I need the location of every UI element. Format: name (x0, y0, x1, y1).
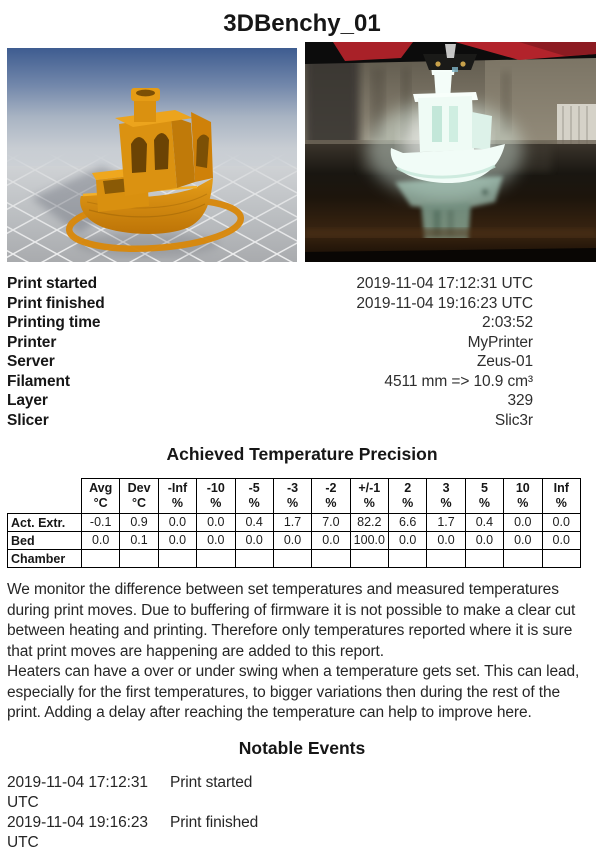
temp-row-label: Bed (8, 532, 82, 550)
report-page (0, 10, 604, 853)
temp-cell (504, 550, 542, 568)
temp-cell (427, 550, 465, 568)
info-row (7, 274, 533, 294)
temp-col-header: Inf % (542, 479, 581, 514)
webcam-snapshot-image (305, 42, 596, 262)
temp-col-header: 5 % (465, 479, 503, 514)
temp-cell (350, 550, 388, 568)
info-label: Print finished (7, 294, 105, 312)
info-row (7, 391, 533, 411)
info-row (7, 333, 533, 353)
info-row (7, 294, 533, 314)
temp-corner-cell (8, 479, 82, 514)
temp-cell: 0.0 (504, 514, 542, 532)
info-row (7, 352, 533, 372)
temp-col-header: -5 % (235, 479, 273, 514)
temp-cell: 0.0 (542, 532, 581, 550)
temp-cell: 0.0 (465, 532, 503, 550)
info-row (7, 313, 533, 333)
temp-cell: 0.0 (158, 532, 196, 550)
info-row (7, 411, 533, 431)
temp-row-label: Act. Extr. (8, 514, 82, 532)
info-label: Filament (7, 372, 70, 390)
event-row (7, 813, 597, 853)
temp-header-row (8, 479, 581, 514)
temp-row-act-extr (8, 514, 581, 532)
description-paragraph: Heaters can have a over or under swing when a temperature gets set. This can lead, especially for the first temperatures, to bigger variations then during the rest of the print. Adding a delay after reaching the temperature can help to improve here. (7, 663, 580, 721)
temp-cell: 0.0 (273, 532, 311, 550)
events-section-heading: Notable Events (238, 737, 366, 758)
temp-row-label: Chamber (8, 550, 82, 568)
temp-cell: 0.0 (312, 532, 350, 550)
temp-cell: 7.0 (312, 514, 350, 532)
temp-col-header: 2 % (389, 479, 427, 514)
temp-cell: 0.1 (120, 532, 158, 550)
temp-col-header: -10 % (197, 479, 235, 514)
temp-col-header: -2 % (312, 479, 350, 514)
images-row (7, 42, 597, 262)
info-row (7, 372, 533, 392)
info-label: Printing time (7, 314, 101, 331)
temp-cell: 0.0 (235, 532, 273, 550)
rendered-model-image (7, 48, 297, 262)
temp-cell: 0.0 (82, 532, 120, 550)
info-label: Server (7, 353, 55, 370)
temp-col-header: +/-1 % (350, 479, 388, 514)
info-label: Printer (7, 333, 57, 351)
temp-cell: 0.4 (465, 514, 503, 532)
temp-cell: 0.0 (158, 514, 196, 532)
info-label: Layer (7, 392, 48, 409)
info-value: 4511 mm => 10.9 cm³ (384, 372, 533, 390)
temp-cell: 1.7 (427, 514, 465, 532)
temp-cell: 0.9 (120, 514, 158, 532)
event-timestamp: 2019-11-04 17:12:31 UTC (7, 773, 148, 811)
temp-cell: 0.0 (427, 532, 465, 550)
temp-cell (197, 550, 235, 568)
temp-cell (273, 550, 311, 568)
event-text: Print started (170, 773, 253, 791)
info-value: Slic3r (494, 411, 533, 429)
temp-cell (120, 550, 158, 568)
info-value: MyPrinter (467, 333, 533, 351)
temp-col-header: Avg °C (82, 479, 120, 514)
temp-cell: 0.0 (389, 532, 427, 550)
event-text: Print finished (170, 813, 259, 831)
notable-events-list (7, 773, 597, 853)
temperature-section-heading: Achieved Temperature Precision (166, 444, 438, 464)
temp-cell (389, 550, 427, 568)
temp-cell: 0.4 (235, 514, 273, 532)
temp-col-header: Dev °C (120, 479, 158, 514)
temp-cell (465, 550, 503, 568)
temp-col-header: -Inf % (158, 479, 196, 514)
temp-cell: 0.0 (197, 514, 235, 532)
temp-cell: 0.0 (197, 532, 235, 550)
temp-cell: 1.7 (273, 514, 311, 532)
temp-cell: 0.0 (542, 514, 581, 532)
temperature-table (7, 478, 581, 568)
temperature-description (7, 580, 597, 724)
info-value: Zeus-01 (476, 353, 533, 370)
event-row (7, 773, 597, 813)
info-value: 2019-11-04 17:12:31 UTC (356, 275, 533, 292)
info-label: Print started (7, 275, 97, 292)
info-value: 2019-11-04 19:16:23 UTC (356, 294, 533, 312)
temp-cell: -0.1 (82, 514, 120, 532)
temp-row-chamber (8, 550, 581, 568)
page-title: 3DBenchy_01 (223, 10, 381, 37)
info-value: 329 (507, 392, 533, 409)
temp-cell (542, 550, 581, 568)
temp-cell (158, 550, 196, 568)
temp-cell (82, 550, 120, 568)
description-paragraph: We monitor the difference between set temperatures and measured temperatures during print moves. Due to buffering of firmware it is not possible to make a clear cut between heating and printing. Therefore only temperatures reported where it is sure that print moves are happening are added to this report. (7, 581, 576, 660)
temp-row-bed (8, 532, 581, 550)
event-timestamp: 2019-11-04 19:16:23 UTC (7, 813, 148, 851)
temp-cell: 6.6 (389, 514, 427, 532)
print-info-list (7, 274, 533, 430)
temp-cell: 82.2 (350, 514, 388, 532)
temp-cell: 100.0 (350, 532, 388, 550)
info-label: Slicer (7, 411, 49, 429)
temp-cell (235, 550, 273, 568)
temp-cell (312, 550, 350, 568)
temp-col-header: -3 % (273, 479, 311, 514)
temp-col-header: 10 % (504, 479, 542, 514)
temp-cell: 0.0 (504, 532, 542, 550)
info-value: 2:03:52 (481, 314, 533, 331)
temp-col-header: 3 % (427, 479, 465, 514)
